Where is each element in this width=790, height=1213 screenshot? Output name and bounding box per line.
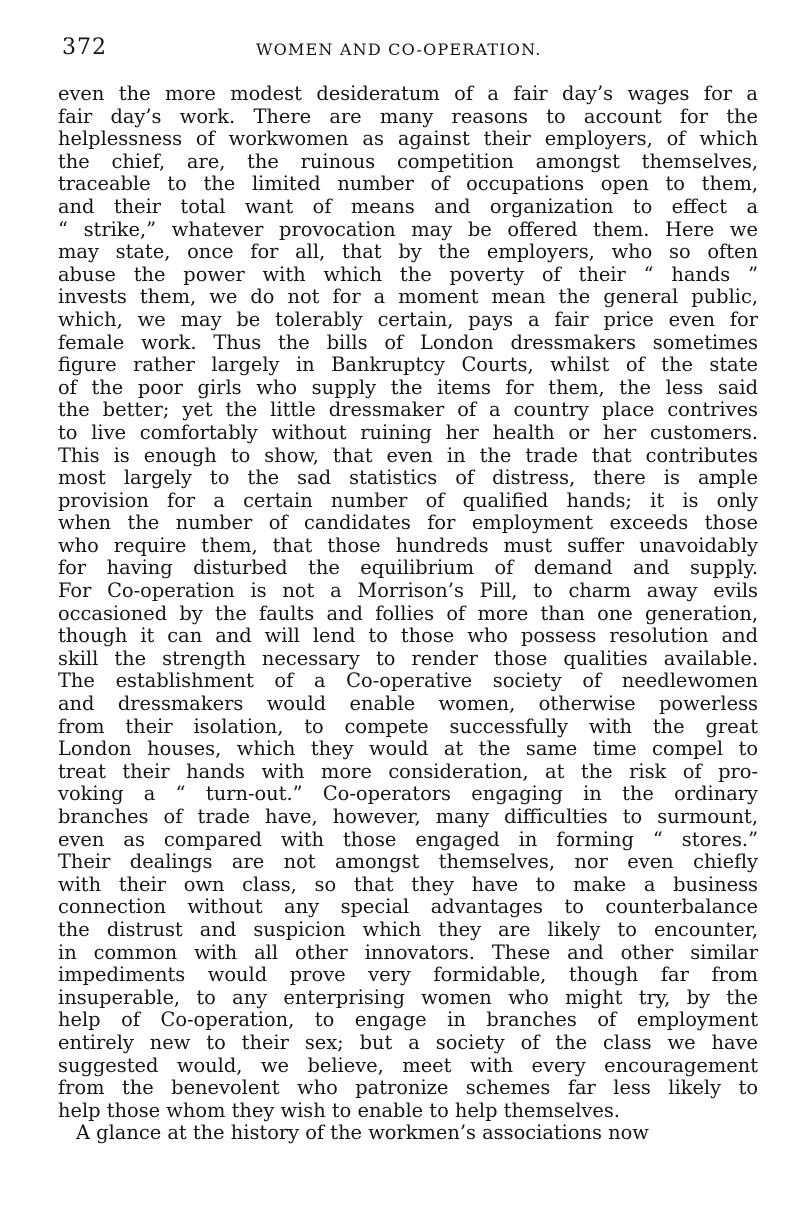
- text-line: with their own class, so that they have to make a business: [58, 872, 758, 896]
- text-line: skill the strength necessary to render those qualities available.: [58, 646, 758, 670]
- text-line: and their total want of means and organization to effect a: [58, 194, 758, 218]
- text-line: For Co-operation is not a Morrison’s Pill, to charm away evils: [58, 579, 758, 603]
- text-line: help those whom they wish to enable to help themselves.: [58, 1098, 620, 1122]
- text-line: even as compared with those engaged in forming “ stores.”: [58, 827, 758, 851]
- text-line: occasioned by the faults and follies of more than one generation,: [58, 601, 758, 625]
- body-text: [58, 83, 758, 1145]
- text-line: of the poor girls who supply the items for them, the less said: [58, 375, 758, 399]
- text-line: “ strike,” whatever provocation may be offered them. Here we: [58, 217, 758, 241]
- text-line: abuse the power with which the poverty of their “ hands ”: [58, 262, 758, 286]
- text-line: provision for a certain number of qualified hands; it is only: [58, 488, 758, 512]
- text-line: helplessness of workwomen as against their employers, of which: [58, 127, 758, 151]
- running-title: WOMEN AND CO-OPERATION.: [256, 40, 542, 59]
- text-line: and dressmakers would enable women, otherwise powerless: [58, 692, 758, 716]
- text-line: treat their hands with more consideration, at the risk of pro-: [58, 759, 758, 783]
- text-line: suggested would, we believe, meet with every encouragement: [58, 1053, 758, 1077]
- text-line: Their dealings are not amongst themselves, nor even chiefly: [58, 850, 758, 874]
- text-line: though it can and will lend to those who possess resolution and: [58, 624, 758, 648]
- text-line: connection without any special advantages to counterbalance: [58, 895, 758, 919]
- text-line: impediments would prove very formidable, though far from: [58, 963, 758, 987]
- text-line: when the number of candidates for employment exceeds those: [58, 511, 758, 535]
- text-line: which, we may be tolerably certain, pays a fair price even for: [58, 307, 758, 331]
- text-line: figure rather largely in Bankruptcy Courts, whilst of the state: [58, 353, 758, 377]
- text-line: to live comfortably without ruining her health or her customers.: [58, 420, 758, 444]
- text-line: even the more modest desideratum of a fair day’s wages for a: [58, 82, 758, 105]
- text-line: branches of trade have, however, many difficulties to surmount,: [58, 805, 758, 828]
- text-line: help of Co-operation, to engage in branches of employment: [58, 1008, 758, 1032]
- text-line: female work. Thus the bills of London dressmakers sometimes: [58, 330, 758, 354]
- text-line: entirely new to their sex; but a society of the class we have: [58, 1030, 758, 1054]
- text-line: the better; yet the little dressmaker of a country place contrives: [58, 398, 758, 422]
- text-line: who require them, that those hundreds must suffer unavoidably: [58, 533, 758, 557]
- page-number: 372: [62, 35, 107, 60]
- text-line: The establishment of a Co-operative society of needlewomen: [58, 669, 758, 693]
- text-line: invests them, we do not for a moment mean the general public,: [58, 285, 758, 309]
- text-line: from their isolation, to compete successfully with the great: [58, 714, 758, 738]
- text-line: most largely to the sad statistics of distress, there is ample: [58, 466, 758, 490]
- text-line: fair day’s work. There are many reasons to account for the: [58, 104, 758, 128]
- text-line: London houses, which they would at the same time compel to: [58, 737, 758, 761]
- text-line: for having disturbed the equilibrium of demand and supply.: [58, 556, 758, 580]
- text-line: the chief, are, the ruinous competition amongst themselves,: [58, 149, 758, 173]
- text-line: A glance at the history of the workmen’s associations now: [76, 1121, 649, 1145]
- text-line: traceable to the limited number of occupations open to them,: [58, 172, 758, 196]
- text-line: This is enough to show, that even in the trade that contributes: [58, 443, 758, 467]
- text-line: voking a “ turn-out.” Co-operators engaging in the ordinary: [58, 782, 758, 806]
- text-line: in common with all other innovators. These and other similar: [58, 940, 758, 964]
- text-line: the distrust and suspicion which they are likely to encounter,: [58, 917, 758, 941]
- text-line: may state, once for all, that by the employers, who so often: [58, 240, 758, 264]
- text-line: from the benevolent who patronize schemes far less likely to: [58, 1076, 758, 1100]
- text-line: insuperable, to any enterprising women who might try, by the: [58, 985, 758, 1009]
